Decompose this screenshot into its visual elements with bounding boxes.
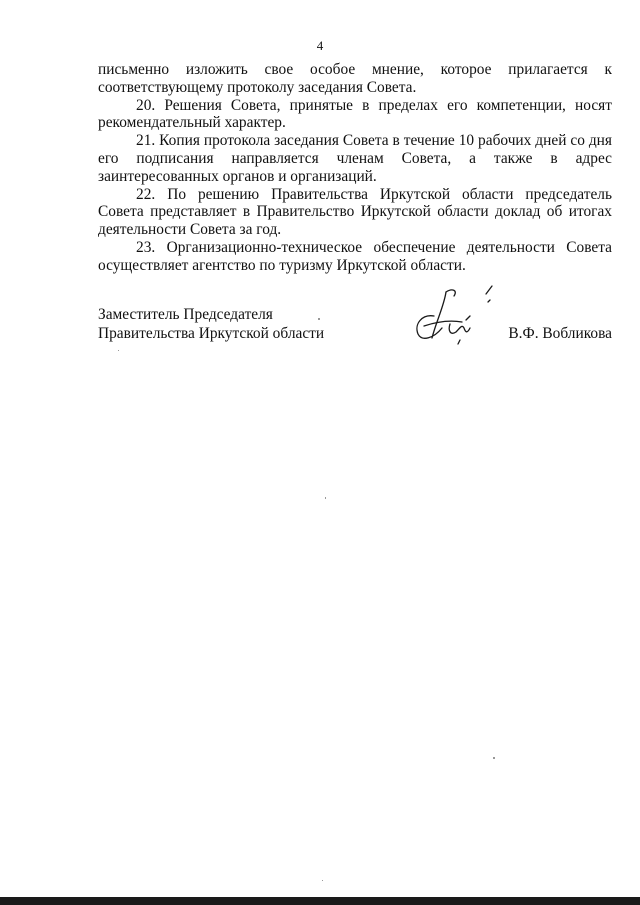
signatory-name: В.Ф. Вобликова [508, 325, 612, 342]
scan-speck [325, 497, 326, 499]
scan-speck [493, 757, 495, 759]
signatory-position-line1: Заместитель Председателя [98, 306, 273, 323]
signatory-position-line2: Правительства Иркутской области [98, 325, 325, 342]
page-number: 4 [316, 38, 324, 53]
scan-speck [322, 880, 323, 881]
scan-bottom-edge [0, 897, 640, 905]
signatory-position [98, 305, 324, 343]
paragraph-20: 20. Решения Совета, принятые в пределах его компетенции, носят рекомендательный характер. [98, 96, 612, 132]
document-body [98, 61, 612, 275]
scan-speck [118, 350, 119, 351]
scan-speck [318, 318, 320, 320]
paragraph-23: 23. Организационно-техническое обеспечение деятельности Совета осуществляет агентство по туризму Иркутской области. [98, 238, 612, 274]
handwritten-signature-icon [406, 282, 496, 354]
paragraph-continuation: письменно изложить свое особое мнение, которое прилагается к соответствующему протоколу заседания Совета. [98, 61, 612, 96]
paragraph-21: 21. Копия протокола заседания Совета в течение 10 рабочих дней со дня его подписания направляется членам Совета, а также в адрес заинтересованных органов и организаций. [98, 132, 612, 185]
paragraph-22: 22. По решению Правительства Иркутской области председатель Совета представляет в Правительство Иркутской области доклад об итогах деятельности Совета за год. [98, 185, 612, 239]
